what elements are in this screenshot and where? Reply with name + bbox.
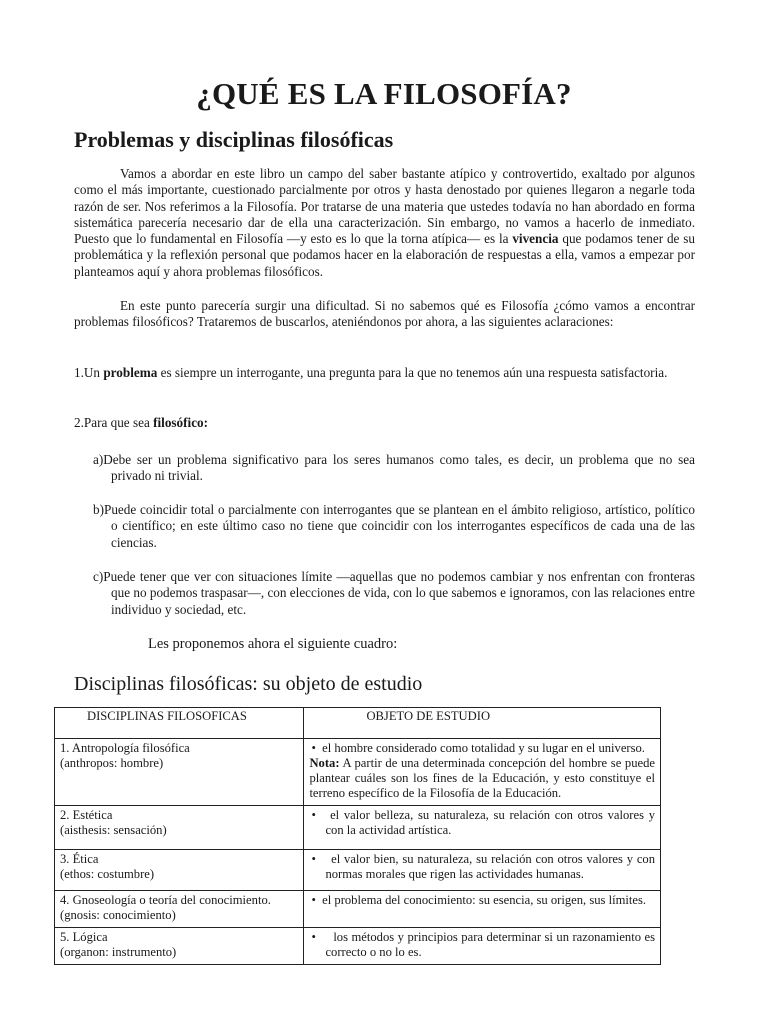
list-item-2 [74,415,695,431]
object-text [309,930,655,960]
table-row [55,850,661,891]
item-2-bold: filosófico: [153,415,209,430]
table-header-row [55,708,661,739]
discipline-cell [55,806,304,850]
bullet-icon: • [311,741,316,755]
discipline-cell [55,850,304,891]
item-1-text: es siempre un interrogante, una pregunta para la que no tenemos aún una respuesta satisfactoria. [157,365,668,380]
table-row [55,928,661,965]
item-1-bold: problema [103,365,158,380]
sub-item-a: a)Debe ser un problema significativo para los seres humanos como tales, es decir, un problema que no sea privado ni trivial. [93,452,695,484]
disciplines-table [54,707,661,965]
object-description: los métodos y principios para determinar si un razonamiento es correcto o no lo es. [325,930,655,959]
discipline-etymology: (gnosis: conocimiento) [60,908,176,922]
discipline-name: 1. Antropología filosófica [60,741,190,755]
item-1-number: 1.Un [74,365,104,380]
object-cell [304,928,661,965]
note-text [309,756,655,801]
object-description: el problema del conocimiento: su esencia, su origen, sus límites. [322,893,647,907]
bullet-icon: • [311,852,316,866]
discipline-cell [55,928,304,965]
section-subtitle: Problemas y disciplinas filosóficas [74,127,394,152]
note-body: A partir de una determinada concepción del hombre se puede plantear cuáles son los fines de la Educación, y esto constituye el terreno específico de la Filosofía de la Educación. [309,756,655,800]
proposal-line: Les proponemos ahora el siguiente cuadro: [148,636,398,652]
header-object: OBJETO DE ESTUDIO [304,708,661,739]
object-text [309,893,655,908]
intro-paragraph [74,166,695,280]
object-description: el valor bien, su naturaleza, su relación con otros valores y con normas morales que rigen las actividades humanas. [325,852,655,881]
object-cell [304,739,661,806]
item-2-number: 2.Para que sea [74,415,154,430]
discipline-etymology: (anthropos: hombre) [60,756,164,770]
object-cell [304,891,661,928]
discipline-etymology: (aisthesis: sensación) [60,823,167,837]
discipline-name: 5. Lógica [60,930,108,944]
intro-text-a: Vamos a abordar en este libro un campo del saber bastante atípico y controvertido, exaltado por algunos como el más importante, cuestionado parcialmente por otros y hasta denostado por quienes llegaron a negarle toda razón de ser. Nos referimos a la Filosofía. Por tratarse de una materia que ustedes todavía no han abordado en forma sistemática parecería necesario dar de ella una caracterización. Sin embargo, no vamos a hacerlo de inmediato. Puesto que lo fundamental en Filosofía —y esto es lo que la torna atípica— es la [74,166,695,247]
list-item-1 [74,365,695,381]
table-row [55,806,661,850]
discipline-cell [55,739,304,806]
discipline-etymology: (ethos: costumbre) [60,867,155,881]
sub-item-b: b)Puede coincidir total o parcialmente con interrogantes que se plantean en el ámbito religioso, artístico, político o científico; en este último caso no tiene que coincidir con los interrogantes específicos de cada una de las ciencias. [93,502,695,550]
object-description: el hombre considerado como totalidad y su lugar en el universo. [322,741,645,755]
object-text [309,741,655,756]
object-text [309,808,655,838]
bullet-icon: • [311,893,316,907]
object-text [309,852,655,882]
discipline-name: 2. Estética [60,808,113,822]
discipline-cell [55,891,304,928]
page-title: ¿QUÉ ES LA FILOSOFÍA? [196,76,572,111]
discipline-etymology: (organon: instrumento) [60,945,177,959]
header-disciplines: DISCIPLINAS FILOSOFICAS [55,708,304,739]
intro-text-b: que podamos tener de su problemática y la reflexión personal que podamos hacer en la elaboración de respuestas a ella, vamos a empezar por planteamos aquí y ahora problemas filosóficos. [74,231,695,279]
intro-bold-word: vivencia [512,231,559,247]
object-description: el valor belleza, su naturaleza, su relación con otros valores y con la actividad artística. [325,808,655,837]
bullet-icon: • [311,808,316,822]
second-paragraph: En este punto parecería surgir una dificultad. Si no sabemos qué es Filosofía ¿cómo vamos a encontrar problemas filosóficos? Trataremos de buscarlos, ateniéndonos por ahora, a las siguientes aclaraciones: [74,298,695,330]
object-cell [304,850,661,891]
discipline-name: 4. Gnoseología o teoría del conocimiento. [60,893,271,907]
object-cell [304,806,661,850]
table-title: Disciplinas filosóficas: su objeto de estudio [74,673,423,695]
bullet-icon: • [311,930,316,944]
table-row [55,891,661,928]
sub-item-c: c)Puede tener que ver con situaciones límite —aquellas que no podemos cambiar y nos enfrentan con fronteras que no podemos traspasar—, con elecciones de vida, con lo que sabemos e ignoramos, con las relaciones entre individuo y sociedad, etc. [93,569,695,617]
note-label: Nota: [309,756,340,770]
discipline-name: 3. Ética [60,852,99,866]
table-row [55,739,661,806]
